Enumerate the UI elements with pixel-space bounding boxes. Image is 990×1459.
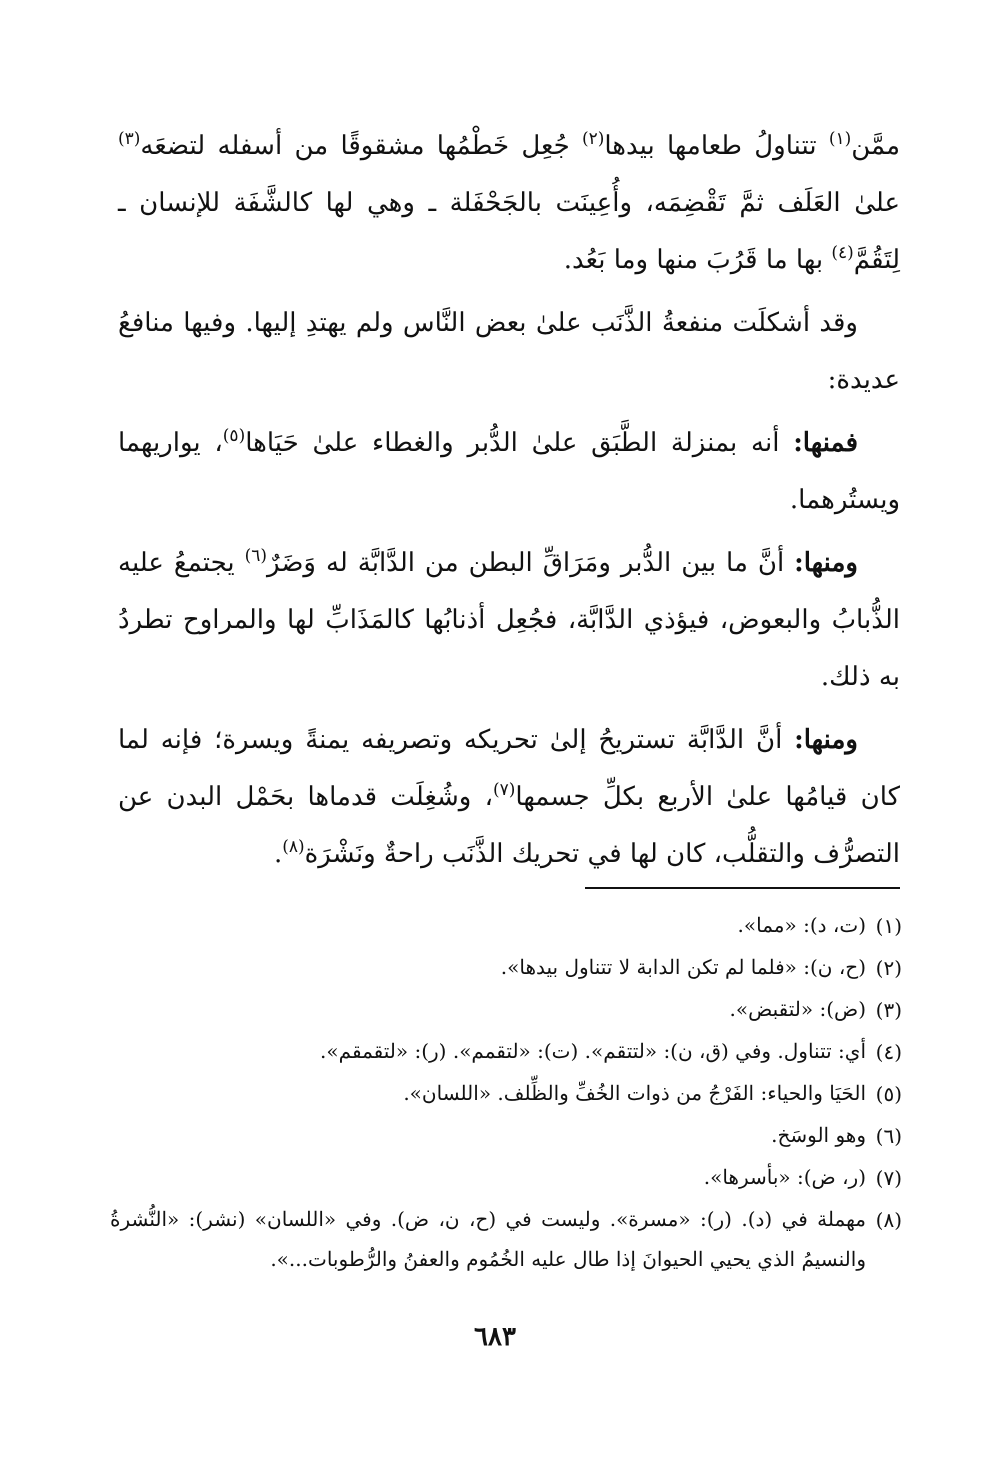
footnote-text: (ض): «لتقبض». — [729, 997, 866, 1021]
footnote-ref-5[interactable]: (٥) — [222, 426, 246, 446]
footnote-ref-2[interactable]: (٢) — [581, 129, 605, 149]
main-text — [118, 118, 900, 889]
footnote-text: وهو الوسَخ. — [771, 1123, 866, 1147]
paragraph-2: وقد أشكلَت منفعةُ الذَّنَب علىٰ بعض النَّاس ولم يهتدِ إليها. وفيها منافعُ عديدة: — [118, 308, 900, 395]
page-number: ٦٨٣ — [474, 1322, 516, 1352]
paragraph-3 — [118, 415, 900, 529]
footnote-ref-6[interactable]: (٦) — [244, 546, 267, 566]
text-run: جُعِل خَطْمُها مشقوقًا من أسفله لتضعَه — [140, 131, 582, 161]
text-run: أنَّ الدَّابَّة تستريحُ إلىٰ تحريكه وتصريفه يمنةً ويسرة؛ فإنه لما كان قيامُها علىٰ الأربع بكلِّ جسمها — [118, 725, 900, 812]
paragraph-lead: فمنها: — [793, 428, 858, 458]
footnote-ref-4[interactable]: (٤) — [831, 243, 854, 263]
footnote-number: (١) — [875, 914, 902, 938]
footnote-text: مهملة في (د). (ر): «مسرة». وليست في (ح، ن، ض). وفي «اللسان» (نشر): «النُّشرةُ والنسيمُ الذي يحيي الحيوانَ إذا طال عليه الخُمُوم والعفنُ والرُّطوبات...». — [110, 1207, 866, 1271]
text-run: أنَّ ما بين الدُّبر ومَرَاقِّ البطن من الدَّابَّة له وَضَرٌ — [267, 548, 795, 578]
footnote-number: (٣) — [875, 998, 902, 1022]
paragraph-lead: ومنها: — [794, 548, 858, 578]
paragraph-lead: ومنها: — [794, 725, 858, 755]
footnote-divider — [585, 887, 900, 889]
footnote-number: (٤) — [875, 1040, 902, 1064]
footnote-text: الحَيَا والحياء: الفَرْجُ من ذوات الخُفِّ والظِّلف. «اللسان». — [403, 1081, 866, 1105]
footnote-number: (٥) — [875, 1082, 902, 1106]
paragraph-4 — [118, 535, 900, 706]
footnote-1 — [110, 905, 902, 947]
footnote-text: أي: تتناول. وفي (ق، ن): «لتتقم». (ت): «لتقمم». (ر): «لتقمقم». — [320, 1039, 866, 1063]
text-run: علىٰ العَلَف ثمَّ تَقْضِمَه، وأُعِينَت بالجَحْفَلة ـ وهي لها كالشَّفَة للإنسان ـ لِتَقُمَّ — [118, 188, 900, 275]
footnote-7 — [110, 1157, 902, 1199]
footnote-3 — [110, 989, 902, 1031]
text-run: ممَّن — [851, 131, 900, 161]
footnote-ref-1[interactable]: (١) — [828, 129, 852, 149]
text-run: ، يواريهما ويستُرهما. — [118, 428, 900, 515]
footnote-8 — [110, 1199, 902, 1279]
footnote-number: (٧) — [875, 1166, 902, 1190]
footnote-ref-7[interactable]: (٧) — [492, 780, 516, 800]
text-run: ، وشُغِلَت قدماها بحَمْل البدن عن التصرُّف والتقلُّب، كان لها في تحريك الذَّنَب راحةٌ ونَشْرَة — [118, 782, 900, 869]
footnote-ref-3[interactable]: (٣) — [118, 129, 141, 149]
footnote-text: (ت، د): «مما». — [737, 913, 866, 937]
text-run: يجتمعُ عليه الذُّبابُ والبعوض، فيؤذي الدَّابَّة، فجُعِل أذنابُها كالمَذَابِّ لها والمراوح تطردُ به ذلك. — [118, 548, 900, 692]
text-run: تتناولُ طعامها بيدها — [604, 131, 829, 161]
text-run: أنه بمنزلة الطَّبَق علىٰ الدُّبر والغطاء علىٰ حَيَاها — [245, 428, 794, 458]
footnote-number: (٨) — [875, 1208, 902, 1232]
footnote-4 — [110, 1031, 902, 1073]
text-run: بها ما قَرُبَ منها وما بَعُد. — [563, 245, 832, 275]
footnote-6 — [110, 1115, 902, 1157]
footnotes — [110, 905, 902, 1279]
footnote-number: (٦) — [875, 1124, 902, 1148]
footnote-number: (٢) — [875, 956, 902, 980]
footnote-5 — [110, 1073, 902, 1115]
footnote-text: (ح، ن): «فلما لم تكن الدابة لا تتناول بيدها». — [500, 955, 866, 979]
text-run: . — [273, 839, 283, 869]
paragraph-5 — [118, 712, 900, 883]
footnote-2 — [110, 947, 902, 989]
footnote-ref-8[interactable]: (٨) — [282, 837, 305, 857]
paragraph-1 — [118, 118, 900, 289]
footnote-text: (ر، ض): «بأسرها». — [703, 1165, 866, 1189]
